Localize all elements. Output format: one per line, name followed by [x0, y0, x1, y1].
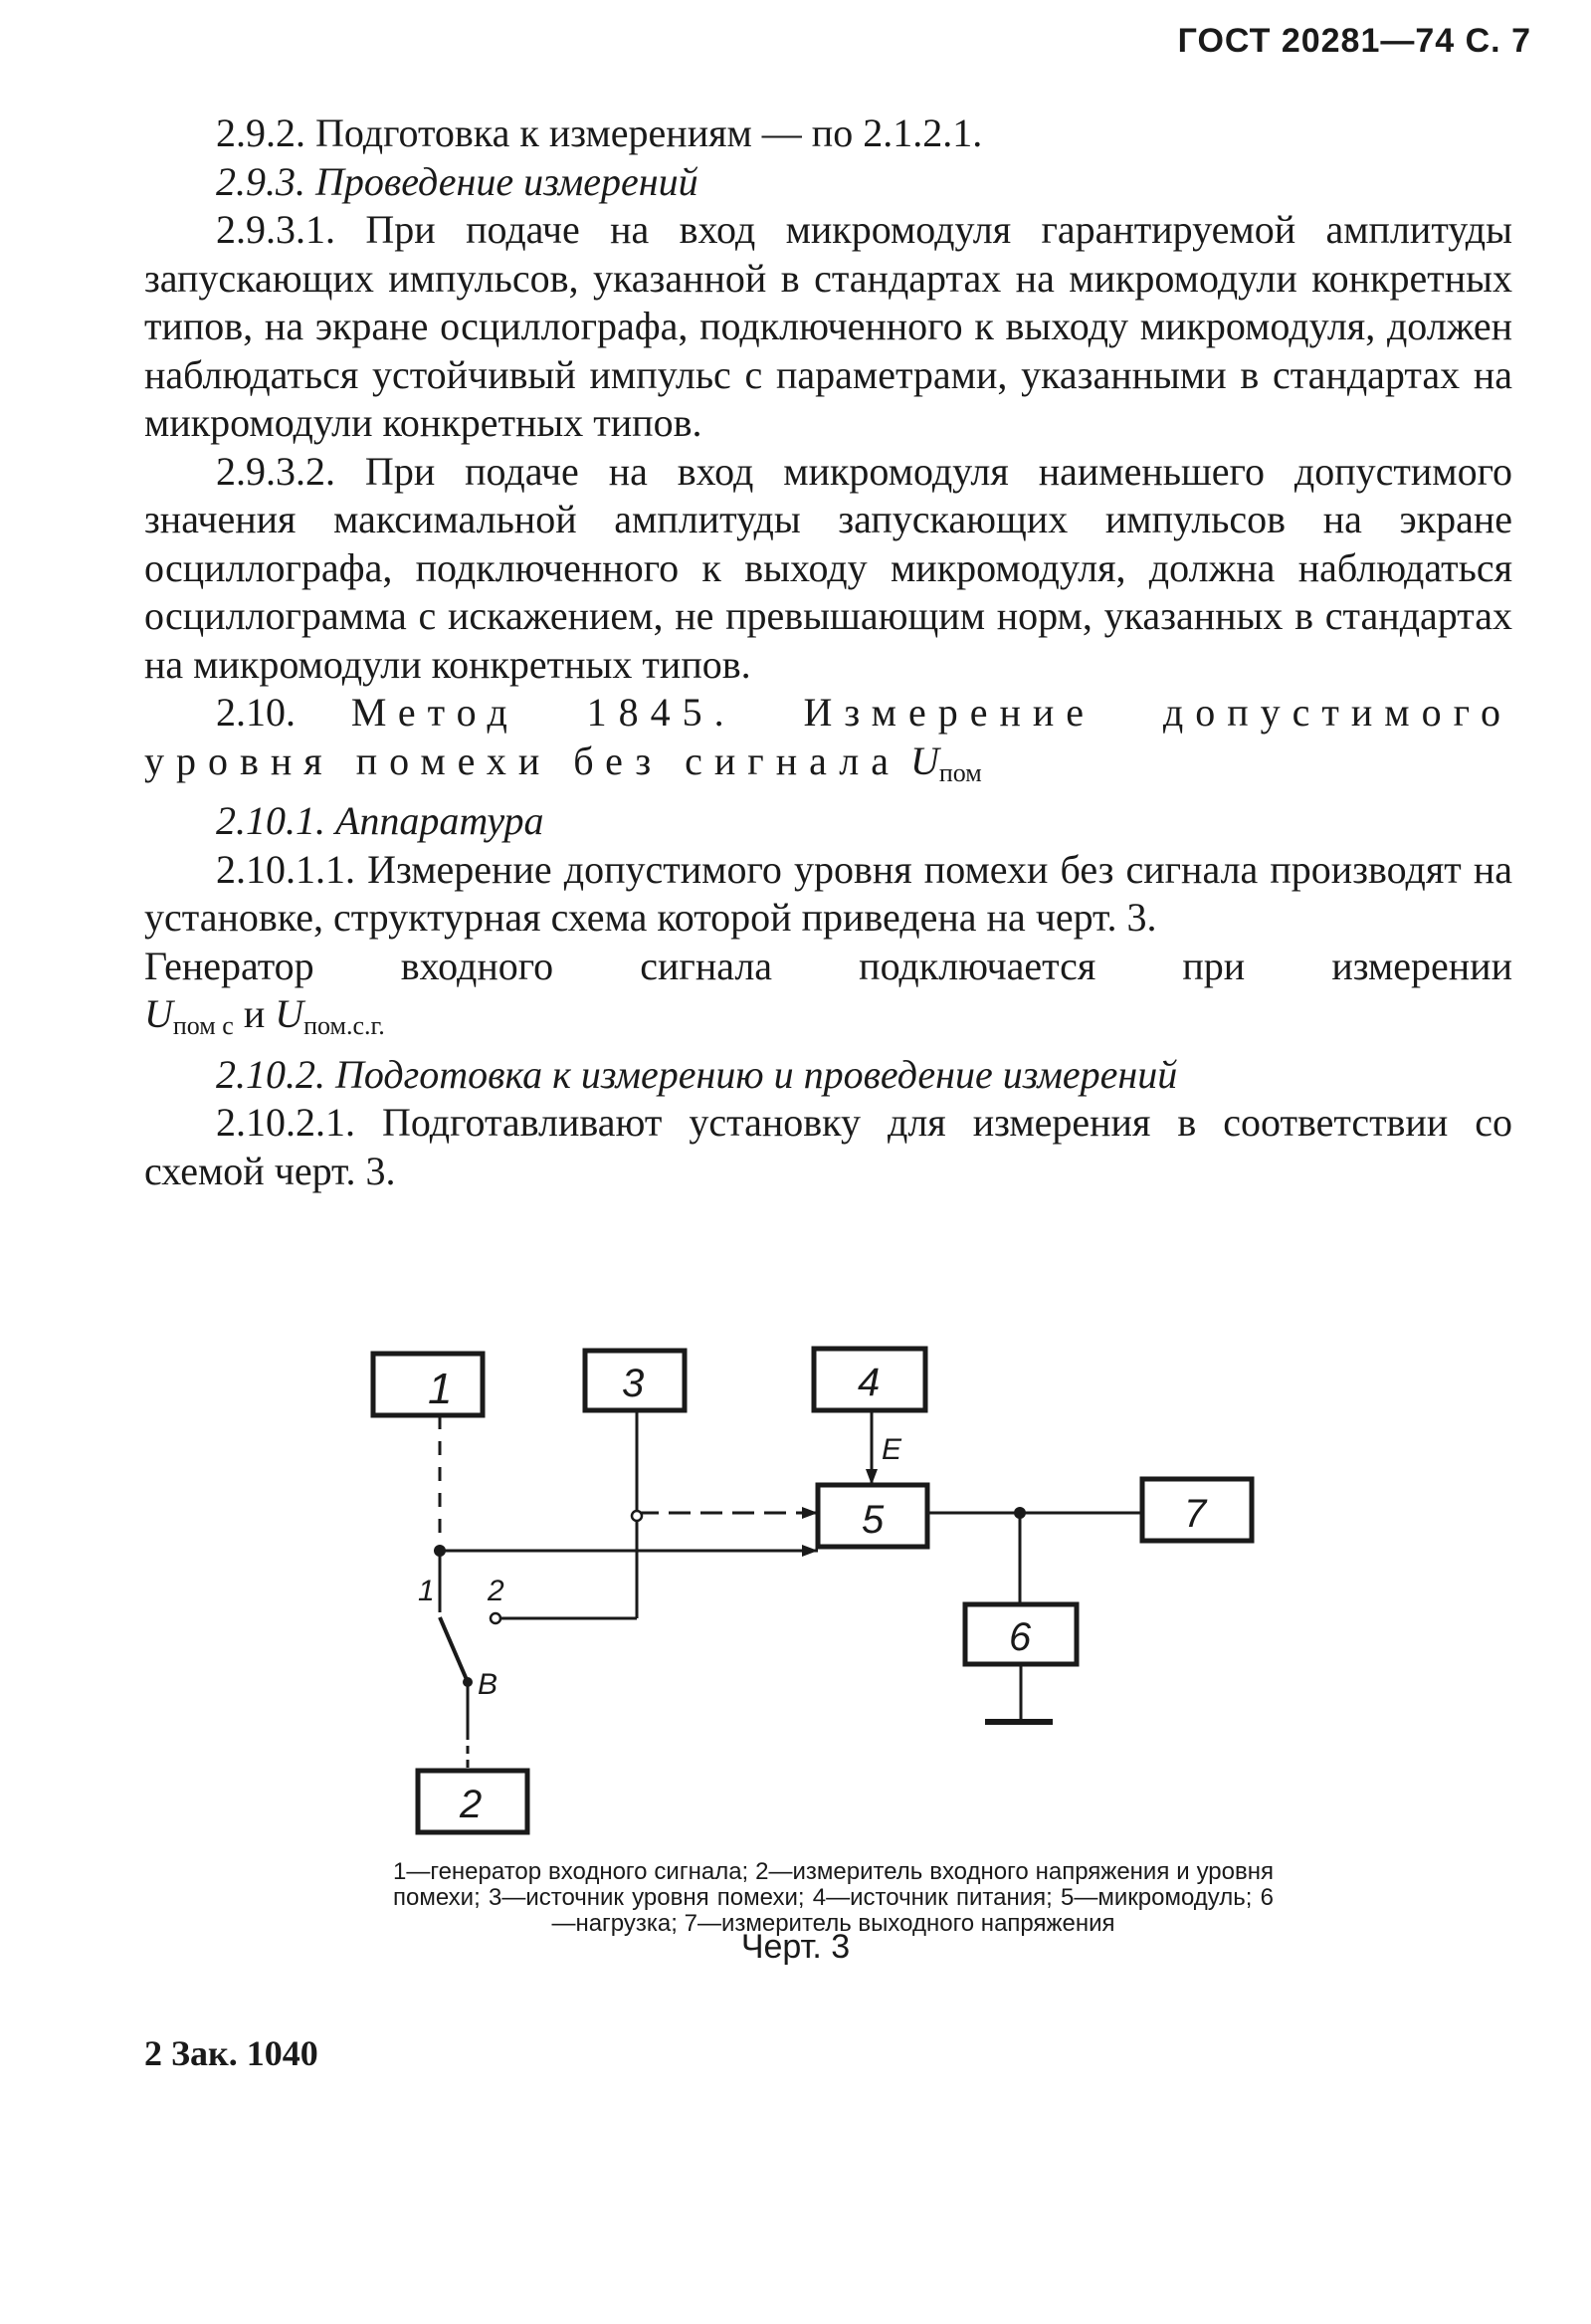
paragraph-2-9-3-2: 2.9.3.2. При подаче на вход микромодуля наименьшего допустимого значения максимальной амплитуды запускающих импульсов на экране осциллографа, подключенного к выходу микромодуля, должна наблюдаться осциллограмма с искажением, не превышающим норм, указанных в стандартах на микромодули конкретных типов. [144, 448, 1512, 687]
block-4-label: 4 [858, 1361, 881, 1404]
paragraph-2-10-2-1: 2.10.2.1. Подготавливают установку для измерения в соответствии со схемой черт. 3. [144, 1100, 1512, 1193]
method-symbol: U [909, 738, 939, 783]
block-2-label: 2 [460, 1783, 483, 1826]
switch-contact-2 [491, 1613, 500, 1623]
figure-caption: 1—генератор входного сигнала; 2—измеритель входного напряжения и уровня помехи; 3—источник уровня помехи; 4—источник питания; 5—микромодуль; 6—нагрузка; 7—измеритель выходного напряжения [393, 1858, 1274, 1937]
junction-node-input [434, 1545, 446, 1557]
generator-note-text: Генератор входного сигнала подключается при измерении [144, 943, 1512, 988]
switch-position-2-label: 2 [488, 1575, 504, 1607]
block-5-label: 5 [862, 1498, 885, 1542]
block-7-label: 7 [1184, 1492, 1207, 1536]
switch-lever [440, 1617, 468, 1682]
symbol-u2: U [275, 991, 304, 1036]
block-6-label: 6 [1009, 1615, 1032, 1659]
block-1-label: 1 [428, 1365, 453, 1413]
switch-pivot [463, 1677, 473, 1687]
figure-title: Черт. 3 [740, 1928, 851, 1966]
power-label-e: E [882, 1433, 902, 1466]
paragraph-2-9-3-1: 2.9.3.1. При подаче на вход микромодуля гарантируемой амплитуды запускающих импульсов, указанной в стандартах на микромодули конкретных типов, на экране осциллографа, подключенного к выходу микромодуля, должен наблюдаться устойчивый импульс с параметрами, указанными в стандартах на микромодули конкретных типов. [144, 207, 1512, 445]
paragraph-2-10-1-text: 2.10.1. Аппаратура [216, 798, 544, 843]
page-header: ГОСТ 20281—74 С. 7 [1177, 22, 1531, 60]
junction-node-output [1014, 1507, 1026, 1519]
symbol-u1: U [144, 991, 173, 1036]
paragraph-2-10-1-1: 2.10.1.1. Измерение допустимого уровня помехи без сигнала производят на установке, структурная схема которой приведена на черт. 3. [144, 846, 1512, 940]
paragraph-2-10-2: 2.10.2. Подготовка к измерению и проведение измерений [216, 1051, 1178, 1097]
symbol-u2-subscript: пом.с.г. [303, 1011, 385, 1040]
paragraph-2-9-2: 2.9.2. Подготовка к измерениям — по 2.1.2.1. [216, 110, 983, 155]
method-symbol-subscript: пом [938, 757, 982, 787]
symbol-and: и [243, 991, 266, 1036]
block-3-label: 3 [622, 1362, 645, 1405]
switch-position-1-label: 1 [418, 1575, 435, 1607]
junction-node-noise [632, 1511, 642, 1521]
switch-label-b: В [478, 1668, 498, 1701]
method-title: Метод 1845. Измерение допустимого уровня помехи без сигнала [144, 690, 1512, 783]
paragraph-2-9-3: 2.9.3. Проведение измерений [216, 158, 698, 204]
print-footer: 2 Зак. 1040 [144, 2033, 318, 2073]
method-number: 2.10. [216, 690, 296, 735]
symbol-u1-subscript: пом с [172, 1011, 234, 1040]
